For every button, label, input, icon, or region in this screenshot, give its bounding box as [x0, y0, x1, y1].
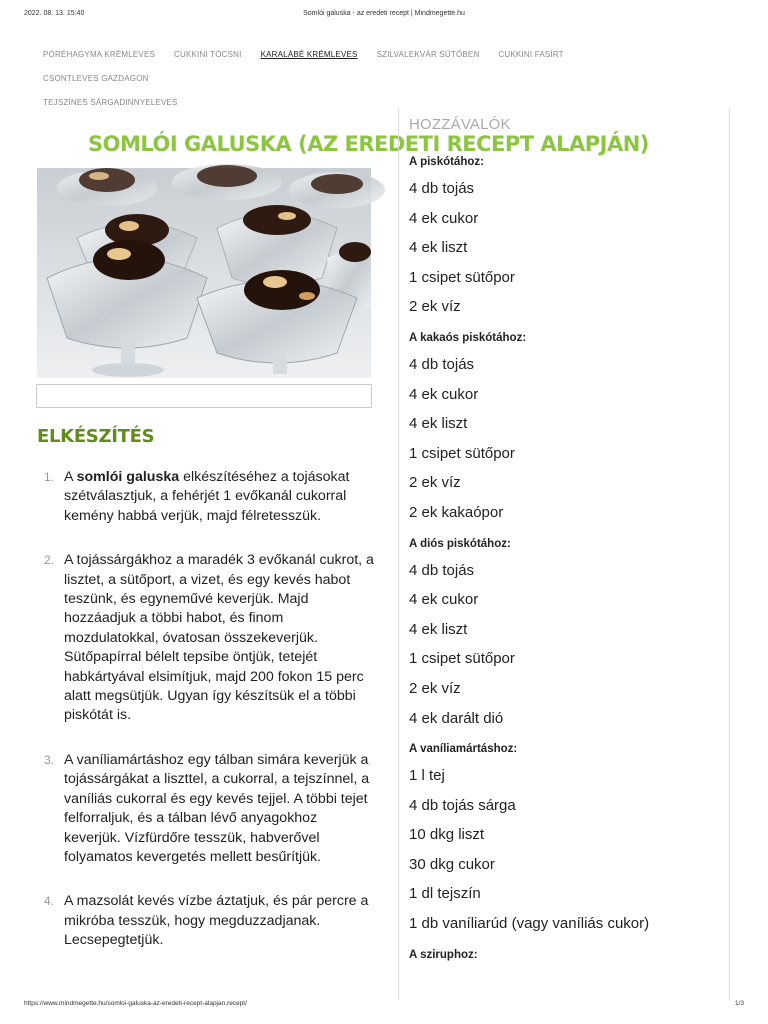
preparation-steps	[36, 468, 376, 976]
print-header	[24, 10, 744, 24]
step-text: A tojássárgákhoz a maradék 3 evőkanál cukrot, a lisztet, a sütőport, a vizet, és egy kevés habot teszünk, és egyneművé keverjük. Majd hozzáadjuk a többi habot, és finom mozdulatokkal, óvatosan összekeverjük. Sütőpapírral bélelt tepsibe öntjük, tetejét habkártyával elsimítjuk, majd 200 fokon 15 perc alatt megsütjük. Ugyan így készítsük el a többi piskótát is.	[64, 552, 374, 724]
step-text: A	[64, 469, 77, 485]
ingredient-item: 4 ek liszt	[409, 415, 468, 433]
step-bold-text: somlói galuska	[76, 469, 180, 485]
dessert-glasses-image	[37, 168, 371, 378]
ingredient-item: 30 dkg cukor	[409, 855, 495, 873]
step-text: A vaníliamártáshoz egy tálban simára keverjük a tojássárgákat a liszttel, a cukorral, a tejszínnel, a vaníliás cukorral és egy kevés tejjel. A többi tejet felforraljuk, és a tálban lévő anyagokhoz keverjük. Vízfürdőre tesszük, habverővel folyamatos kevergetés mellett besűrítjük.	[64, 751, 370, 865]
step-text: A mazsolát kevés vízbe áztatjuk, és pár percre a mikróba tesszük, hogy megduzzadjanak. Lecsepegtetjük.	[64, 893, 369, 949]
nav-link[interactable]: CUKKINI FASÍRT	[498, 50, 564, 59]
ingredient-item: 1 db vaníliarúd (vagy vaníliás cukor)	[409, 915, 650, 933]
ingredients-heading: HOZZÁVALÓK	[409, 116, 511, 133]
preparation-step	[36, 468, 376, 526]
nav-link[interactable]: PÓRÉHAGYMA KRÉMLEVES	[43, 50, 156, 59]
ingredient-item: 1 l tej	[409, 767, 445, 785]
ingredient-item: 2 ek víz	[409, 298, 461, 316]
print-date: 2022. 08. 13. 15:40	[24, 10, 85, 17]
recipe-photo	[37, 168, 371, 378]
nav-link[interactable]: SZILVALEKVÁR SÜTŐBEN	[376, 50, 480, 59]
nav-link[interactable]: TEJSZÍNES SÁRGADINNYELEVES	[43, 98, 178, 107]
ingredients-list	[409, 152, 727, 973]
step-number: 1.	[44, 470, 55, 484]
ingredients-panel	[398, 108, 730, 1000]
ingredient-item: 4 ek cukor	[409, 591, 479, 609]
nav-link[interactable]: CSONTLEVES GAZDAGON	[43, 74, 149, 83]
image-caption-box	[36, 384, 372, 408]
step-number: 2.	[44, 553, 55, 568]
ingredient-item: 4 db tojás	[409, 180, 475, 197]
ingredient-group-title: A diós piskótához:	[409, 537, 511, 550]
topic-nav-row	[43, 50, 693, 98]
nav-link[interactable]: CUKKINI TÓCSNI	[174, 50, 242, 59]
ingredient-item: 2 ek víz	[409, 679, 461, 697]
print-url: https://www.mindmegette.hu/somloi-galuska-az-eredeti-recept-alapjan.recept/	[24, 1000, 247, 1007]
ingredient-item: 10 dkg liszt	[409, 826, 485, 844]
print-footer	[24, 1000, 744, 1010]
preparation-heading: ELKÉSZÍTÉS	[37, 426, 155, 447]
preparation-step	[36, 892, 376, 950]
ingredient-item: 4 ek liszt	[409, 620, 468, 638]
step-number: 4.	[44, 894, 55, 909]
step-text: elkészítéséhez a tojásokat szétválasztjuk, a fehérjét 1 evőkanál cukorral kemény habbá verjük, majd félretesszük.	[64, 469, 350, 524]
ingredient-item: 4 db tojás sárga	[409, 796, 516, 814]
print-page-number: 1/3	[734, 1000, 744, 1007]
step-number: 3.	[44, 752, 55, 767]
ingredient-item: 1 csipet sütőpor	[409, 268, 515, 286]
recipe-title: SOMLÓI GALUSKA (AZ EREDETI RECEPT ALAPJÁN)	[88, 132, 649, 156]
ingredient-group-title: A vaníliamártáshoz:	[409, 743, 518, 756]
ingredient-item: 4 ek darált dió	[409, 709, 504, 727]
nav-link[interactable]: KARALÁBÉ KRÉMLEVES	[260, 50, 358, 59]
ingredient-item: 2 ek kakaópor	[409, 503, 504, 521]
ingredient-item: 4 ek cukor	[409, 209, 479, 227]
ingredient-item: 1 dl tejszín	[409, 885, 481, 903]
ingredient-item: 4 db tojás	[409, 355, 475, 373]
print-page-title: Somlói galuska - az eredeti recept | Mindmegette.hu	[303, 10, 465, 17]
ingredient-item: 1 csipet sütőpor	[409, 650, 515, 668]
preparation-step	[36, 551, 376, 726]
preparation-step	[36, 751, 376, 867]
ingredient-item: 4 db tojás	[409, 561, 475, 579]
ingredient-group-title: A sziruphoz:	[409, 948, 478, 961]
ingredient-item: 4 ek cukor	[409, 385, 479, 403]
ingredient-item: 1 csipet sütőpor	[409, 444, 515, 462]
ingredient-group-title: A piskótához:	[409, 156, 484, 168]
ingredient-item: 2 ek víz	[409, 474, 461, 492]
ingredient-group-title: A kakaós piskótához:	[409, 331, 527, 344]
ingredient-item: 4 ek liszt	[409, 239, 468, 257]
